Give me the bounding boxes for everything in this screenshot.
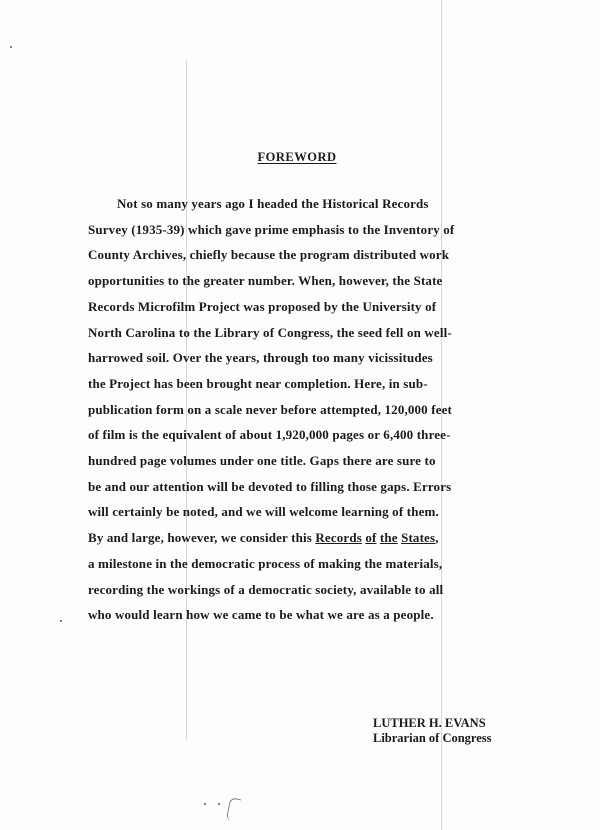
signature-block xyxy=(373,716,492,746)
text-line: be and our attention will be devoted to filling those gaps. Errors xyxy=(88,478,452,494)
text-line: the Project has been brought near completion. Here, in sub- xyxy=(88,375,428,391)
text-line: who would learn how we came to be what we are as a people. xyxy=(88,607,434,623)
scan-speck xyxy=(204,803,206,805)
scan-speck xyxy=(10,46,12,48)
title-trailing-comma: , xyxy=(435,530,439,546)
signatory-name: LUTHER H. EVANS xyxy=(373,716,486,730)
text-line: publication form on a scale never before attempted, 120,000 feet xyxy=(88,401,453,417)
of-word: of xyxy=(365,530,377,546)
text-line: Records Microfilm Project was proposed by the University of xyxy=(88,298,437,314)
scan-speck xyxy=(218,803,220,805)
text-line: Survey (1935-39) which gave prime emphasis to the Inventory of xyxy=(88,221,455,237)
text-line-with-title xyxy=(88,525,538,551)
page-title: FOREWORD xyxy=(257,150,337,164)
the-word: the xyxy=(379,530,398,546)
text-line: County Archives, chiefly because the program distributed work xyxy=(88,247,450,263)
records-word: Records xyxy=(315,530,362,546)
foreword-body xyxy=(88,191,538,628)
text-line: opportunities to the greater number. When, however, the State xyxy=(88,273,443,289)
handwritten-mark xyxy=(226,797,242,822)
states-word: States xyxy=(401,530,436,546)
scan-speck xyxy=(60,620,62,622)
text-line: recording the workings of a democratic society, available to all xyxy=(88,581,444,597)
text-line-lead: By and large, however, we consider this xyxy=(88,530,316,546)
text-line: Not so many years ago I headed the Historical Records xyxy=(117,196,429,211)
text-line: will certainly be noted, and we will welcome learning of them. xyxy=(88,504,439,520)
text-line: of film is the equivalent of about 1,920,000 pages or 6,400 three- xyxy=(88,427,451,443)
text-line: harrowed soil. Over the years, through too many vicissitudes xyxy=(88,350,433,366)
text-line: North Carolina to the Library of Congress, the seed fell on well- xyxy=(88,324,452,340)
text-line: hundred page volumes under one title. Gaps there are sure to xyxy=(88,453,436,469)
text-line: a milestone in the democratic process of making the materials, xyxy=(88,555,443,571)
signatory-role: Librarian of Congress xyxy=(373,731,492,745)
